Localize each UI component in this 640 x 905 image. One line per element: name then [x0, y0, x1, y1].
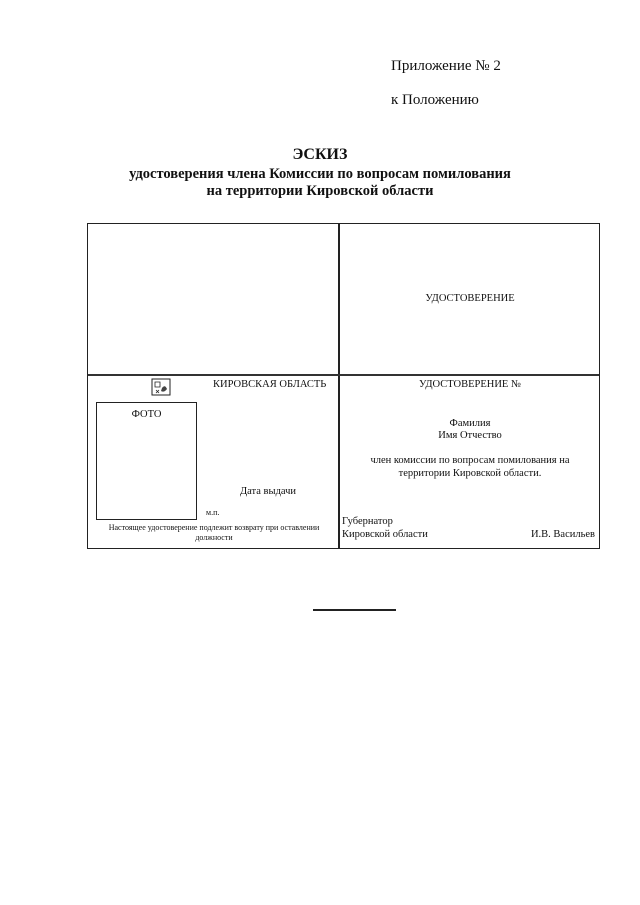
photo-label: ФОТО: [131, 409, 162, 420]
certificate-sketch: [87, 223, 600, 549]
member-position-line1: член комиссии по вопросам помилования на: [370, 455, 570, 466]
certificate-number-label: УДОСТОВЕРЕНИЕ №: [418, 379, 521, 390]
document-subtitle-line2: на территории Кировской области: [206, 183, 434, 199]
seal-mark: м.п.: [206, 508, 220, 517]
appendix-number: Приложение № 2: [391, 58, 501, 74]
governor-title-line2: Кировской области: [342, 529, 428, 540]
card-fold-horizontal: [88, 374, 599, 376]
to-regulation: к Положению: [391, 92, 479, 108]
coat-of-arms-icon: [151, 378, 171, 396]
member-position-line2: территории Кировской области.: [398, 468, 542, 479]
signer-name: И.В. Васильев: [530, 529, 595, 540]
cover-title: УДОСТОВЕРЕНИЕ: [425, 293, 515, 304]
member-position: [339, 454, 601, 480]
end-of-document-line: [313, 609, 396, 611]
surname-label: Фамилия: [449, 418, 491, 429]
governor-title-line1: Губернатор: [342, 516, 393, 527]
region-name: КИРОВСКАЯ ОБЛАСТЬ: [213, 379, 327, 390]
issue-date-label: Дата выдачи: [240, 486, 297, 497]
return-notice: Настоящее удостоверение подлежит возврату при оставлении должности: [108, 523, 320, 542]
document-title: ЭСКИЗ: [292, 146, 348, 163]
document-subtitle-line1: удостоверения члена Комиссии по вопросам помилования: [129, 166, 511, 182]
name-patronymic-label: Имя Отчество: [438, 430, 502, 441]
photo-placeholder: [96, 402, 197, 520]
